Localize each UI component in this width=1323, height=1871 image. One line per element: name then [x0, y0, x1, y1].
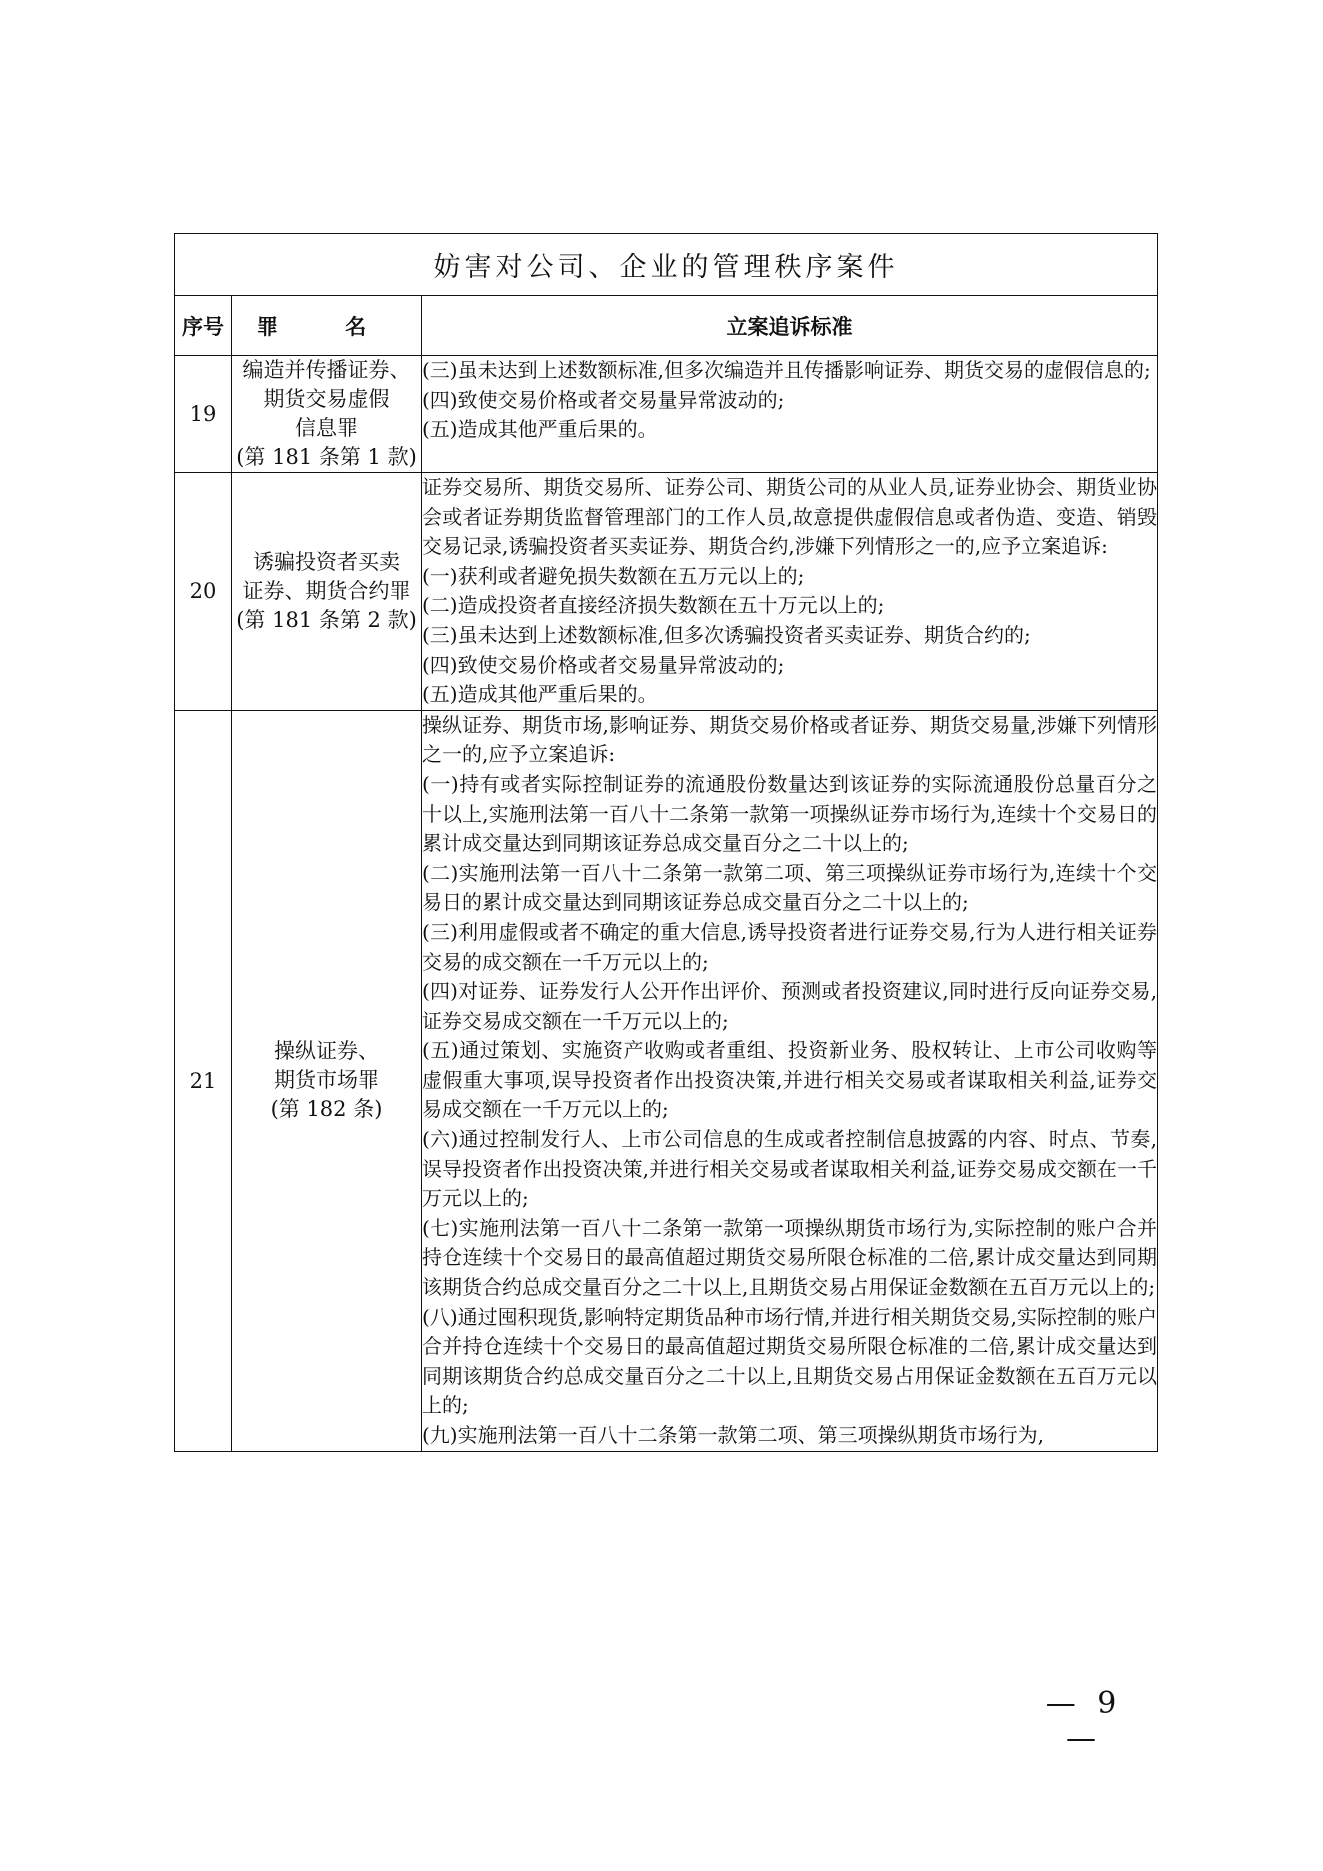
table-row	[175, 710, 1158, 1451]
criteria-item: (四)对证券、证券发行人公开作出评价、预测或者投资建议,同时进行反向证券交易,证券交易成交额在一千万元以上的;	[422, 979, 1158, 1033]
row-criteria	[422, 356, 1158, 473]
case-standards-table	[174, 233, 1158, 1452]
header-name: 罪 名	[232, 296, 422, 356]
table-row	[175, 356, 1158, 473]
criteria-item: (五)通过策划、实施资产收购或者重组、投资新业务、股权转让、上市公司收购等虚假重大事项,误导投资者作出投资决策,并进行相关交易或者谋取相关利益,证券交易成交额在一千万元以上的;	[422, 1038, 1158, 1122]
header-criteria: 立案追诉标准	[422, 296, 1158, 356]
row-seq: 20	[175, 473, 232, 711]
criteria-item: (三)虽未达到上述数额标准,但多次诱骗投资者买卖证券、期货合约的;	[422, 622, 1031, 647]
row-seq: 19	[175, 356, 232, 473]
criteria-item: (七)实施刑法第一百八十二条第一款第一项操纵期货市场行为,实际控制的账户合并持仓连续十个交易日的最高值超过期货交易所限仓标准的二倍,累计成交量达到同期该期货合约总成交量百分之二十以上,且期货交易占用保证金数额在五百万元以上的;	[422, 1215, 1158, 1300]
criteria-item: (八)通过囤积现货,影响特定期货品种市场行情,并进行相关期货交易,实际控制的账户合并持仓连续十个交易日的最高值超过期货交易所限仓标准的二倍,累计成交量达到同期该期货合约总成交量百分之二十以上,且期货交易占用保证金数额在五百万元以上的;	[422, 1304, 1158, 1418]
criteria-item: 操纵证券、期货市场,影响证券、期货交易价格或者证券、期货交易量,涉嫌下列情形之一的,应予立案追诉:	[422, 712, 1158, 767]
table-title: 妨害对公司、企业的管理秩序案件	[175, 234, 1158, 296]
criteria-item: (六)通过控制发行人、上市公司信息的生成或者控制信息披露的内容、时点、节奏,误导投资者作出投资决策,并进行相关交易或者谋取相关利益,证券交易成交额在一千万元以上的;	[422, 1127, 1158, 1211]
criteria-item: (九)实施刑法第一百八十二条第一款第二项、第三项操纵期货市场行为,	[422, 1423, 1044, 1447]
header-seq: 序号	[175, 296, 232, 356]
crime-name-line: 期货市场罪	[274, 1068, 379, 1093]
row-crime-name	[232, 710, 422, 1451]
criteria-item: (五)造成其他严重后果的。	[422, 682, 658, 707]
table-title-row	[175, 234, 1158, 296]
row-crime-name	[232, 356, 422, 473]
row-criteria	[422, 473, 1158, 711]
criteria-item: (四)致使交易价格或者交易量异常波动的;	[422, 652, 785, 677]
table-row	[175, 473, 1158, 711]
criteria-item: (二)实施刑法第一百八十二条第一款第二项、第三项操纵证券市场行为,连续十个交易日的累计成交量达到同期该证券总成交量百分之二十以上的;	[422, 860, 1158, 915]
crime-name-line: 信息罪	[295, 416, 358, 440]
crime-name-line: 编造并传播证券、	[242, 358, 411, 382]
criteria-item: (一)持有或者实际控制证券的流通股份数量达到该证券的实际流通股份总量百分之十以上,实施刑法第一百八十二条第一款第一项操纵证券市场行为,连续十个交易日的累计成交量达到同期该证券总成交量百分之二十以上的;	[422, 771, 1158, 856]
table-header-row	[175, 296, 1158, 356]
crime-name-line: (第 181 条第 1 款)	[236, 445, 417, 469]
row-crime-name	[232, 473, 422, 711]
crime-name-line: 诱骗投资者买卖	[253, 549, 400, 574]
row-seq: 21	[175, 710, 232, 1451]
criteria-item: (三)虽未达到上述数额标准,但多次编造并且传播影响证券、期货交易的虚假信息的;	[422, 358, 1151, 382]
row-criteria	[422, 710, 1158, 1451]
criteria-item: 证券交易所、期货交易所、证券公司、期货公司的从业人员,证券业协会、期货业协会或者证券期货监督管理部门的工作人员,故意提供虚假信息或者伪造、变造、销毁交易记录,诱骗投资者买卖证券、期货合约,涉嫌下列情形之一的,应予立案追诉:	[422, 475, 1158, 559]
criteria-item: (三)利用虚假或者不确定的重大信息,诱导投资者进行证券交易,行为人进行相关证券交易的成交额在一千万元以上的;	[422, 919, 1158, 974]
crime-name-line: 期货交易虚假	[263, 387, 390, 411]
criteria-item: (二)造成投资者直接经济损失数额在五十万元以上的;	[422, 593, 885, 618]
crime-name-line: 操纵证券、	[274, 1039, 379, 1064]
crime-name-line: (第 182 条)	[270, 1097, 383, 1122]
crime-name-line: (第 181 条第 2 款)	[236, 607, 417, 632]
crime-name-line: 证券、期货合约罪	[242, 578, 411, 603]
criteria-item: (四)致使交易价格或者交易量异常波动的;	[422, 387, 785, 412]
page-number: — 9 —	[1045, 1686, 1123, 1756]
criteria-item: (一)获利或者避免损失数额在五万元以上的;	[422, 563, 805, 588]
criteria-item: (五)造成其他严重后果的。	[422, 417, 658, 442]
